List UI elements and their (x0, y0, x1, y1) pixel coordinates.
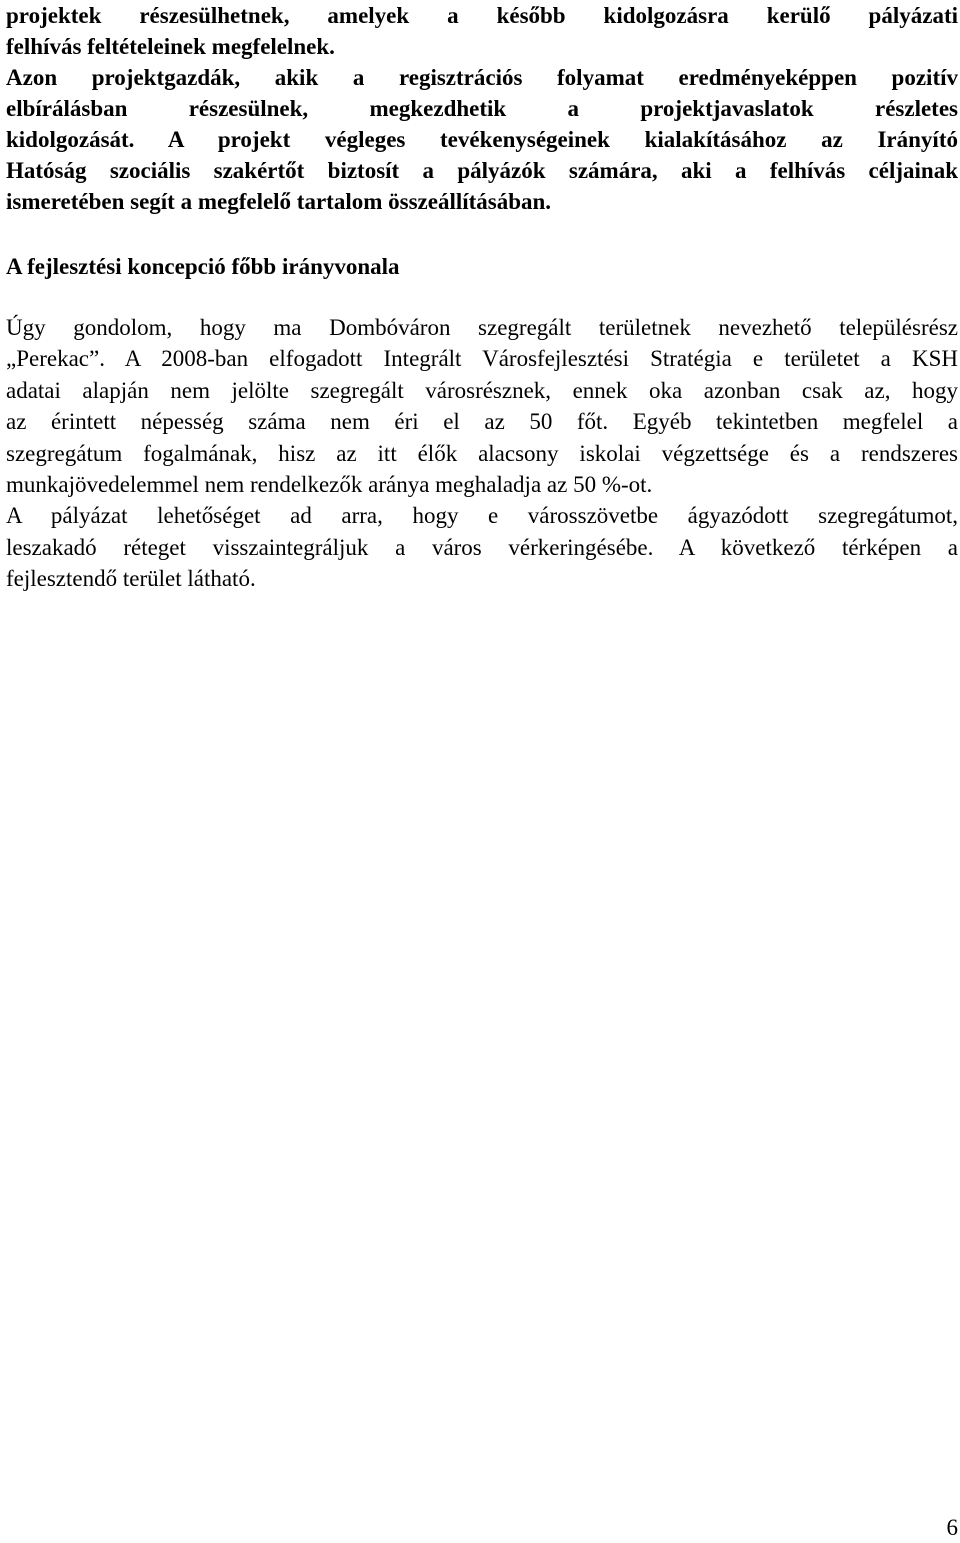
body-line: munkajövedelemmel nem rendelkezők aránya meghaladja az 50 %-ot. (6, 472, 653, 498)
body-paragraph (6, 312, 958, 595)
intro-line: felhívás feltételeinek megfelelnek. (6, 34, 335, 59)
intro-line: kidolgozását. A projekt végleges tevékenységeinek kialakításához az Irányító (6, 127, 958, 152)
body-line: szegregátum fogalmának, hisz az itt élők alacsony iskolai végzettsége és a rendszeres (6, 440, 958, 466)
body-line: fejlesztendő terület látható. (6, 566, 256, 592)
page-number: 6 (946, 1515, 958, 1540)
body-line: Úgy gondolom, hogy ma Dombóváron szegregált területnek nevezhető településrész (6, 315, 958, 340)
body-line: adatai alapján nem jelölte szegregált városrésznek, ennek oka azonban csak az, hogy (6, 377, 958, 403)
intro-paragraph (6, 0, 958, 217)
body-line: leszakadó réteget visszaintegráljuk a város vérkeringésébe. A következő térképen a (6, 534, 958, 560)
document-page (6, 0, 958, 592)
intro-line: Azon projektgazdák, akik a regisztrációs folyamat eredményeképpen pozitív (6, 65, 958, 90)
body-line: az érintett népesség száma nem éri el az 50 főt. Egyéb tekintetben megfelel a (6, 409, 958, 435)
body-line: A pályázat lehetőséget ad arra, hogy e városszövetbe ágyazódott szegregátumot, (6, 503, 958, 529)
intro-line: projektek részesülhetnek, amelyek a később kidolgozásra kerülő pályázati (6, 3, 958, 28)
intro-line: ismeretében segít a megfelelő tartalom összeállításában. (6, 189, 552, 214)
intro-line: Hatóság szociális szakértőt biztosít a pályázók számára, aki a felhívás céljainak (6, 158, 958, 183)
body-line: „Perekac”. A 2008-ban elfogadott Integrált Városfejlesztési Stratégia e területet a KSH (6, 346, 958, 372)
section-heading: A fejlesztési koncepció főbb irányvonala (6, 254, 400, 279)
intro-line: elbírálásban részesülnek, megkezdhetik a projektjavaslatok részletes (6, 96, 958, 121)
